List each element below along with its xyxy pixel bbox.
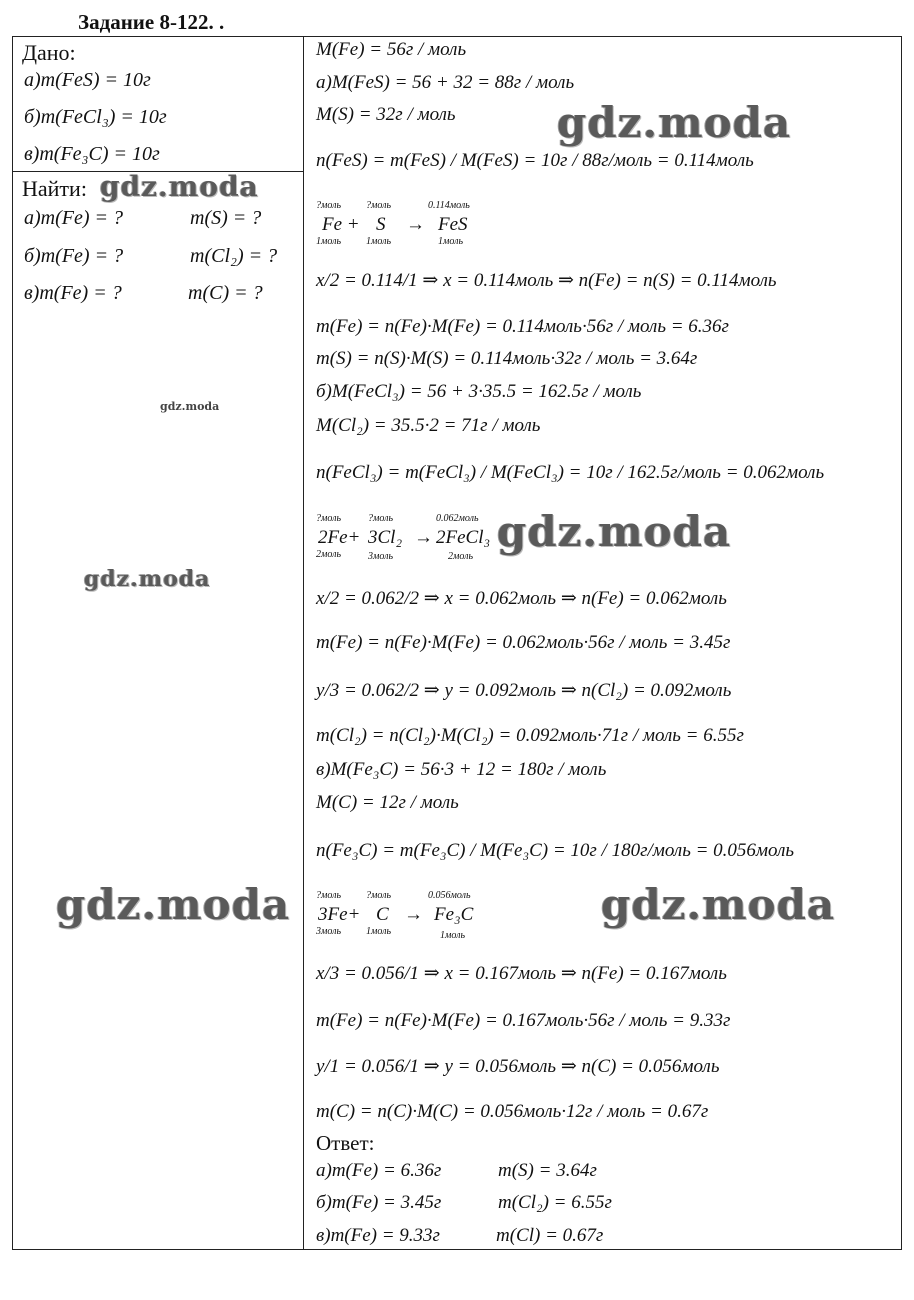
watermark: gdz.moda	[100, 170, 259, 203]
given-item: б)m(FeCl₃) = 10г	[24, 106, 167, 128]
solution-line: в)M(Fe₃C) = 56·3 + 12 = 180г / моль	[316, 759, 607, 780]
watermark: gdz.moda	[497, 507, 732, 556]
solution-line: M(Cl₂) = 35.5·2 = 71г / моль	[316, 415, 541, 436]
column-divider	[303, 36, 304, 1250]
solution-line: M(C) = 12г / моль	[316, 792, 459, 813]
solution-line: n(FeCl₃) = m(FeCl₃) / M(FeCl₃) = 10г / 162.5г/моль = 0.062моль	[316, 462, 825, 483]
solution-line: n(FeS) = m(FeS) / M(FeS) = 10г / 88г/моль = 0.114моль	[316, 150, 754, 171]
reaction-arrow: →	[406, 214, 425, 235]
reaction-above: ?моль	[366, 200, 392, 211]
solution-line: n(Fe₃C) = m(Fe₃C) / M(Fe₃C) = 10г / 180г/моль = 0.056моль	[316, 840, 795, 861]
reaction-product: FeS	[438, 214, 468, 235]
answer-item: а)m(Fe) = 6.36г	[316, 1160, 442, 1181]
answer-item: m(Cl₂) = 6.55г	[498, 1192, 612, 1213]
watermark: gdz.moda	[84, 566, 211, 592]
reaction-above: ?моль	[368, 513, 394, 524]
find-heading: Найти:	[22, 176, 87, 201]
solution-line: m(Fe) = n(Fe)·M(Fe) = 0.062моль·56г / моль = 3.45г	[316, 632, 731, 653]
solution-line: m(Fe) = n(Fe)·M(Fe) = 0.167моль·56г / моль = 9.33г	[316, 1010, 731, 1031]
reaction-below: 1моль	[366, 926, 392, 937]
reaction-product: Fe₃C	[434, 904, 474, 925]
watermark: gdz.moda	[601, 880, 836, 929]
reaction-below: 1моль	[438, 236, 464, 247]
reaction-above: ?моль	[316, 513, 342, 524]
find-item: m(S) = ?	[190, 207, 262, 229]
reaction-above: 0.056моль	[428, 890, 471, 901]
answer-item: m(S) = 3.64г	[498, 1160, 597, 1181]
reaction-below: 2моль	[448, 551, 474, 562]
solution-line: m(Cl₂) = n(Cl₂)·M(Cl₂) = 0.092моль·71г / моль = 6.55г	[316, 725, 744, 746]
answer-item: в)m(Fe) = 9.33г	[316, 1225, 440, 1246]
reaction-reagent: 2Fe+	[318, 527, 361, 548]
reaction-arrow: →	[404, 904, 423, 925]
solution-line: m(S) = n(S)·M(S) = 0.114моль·32г / моль = 3.64г	[316, 348, 698, 369]
reaction-below: 3моль	[368, 551, 394, 562]
watermark: gdz.moda	[160, 400, 220, 413]
reaction-below: 3моль	[316, 926, 342, 937]
reaction-above: ?моль	[316, 890, 342, 901]
reaction-equation	[316, 200, 576, 247]
reaction-above: 0.114моль	[428, 200, 470, 211]
solution-line: x/2 = 0.114/1 ⇒ x = 0.114моль ⇒ n(Fe) = n(S) = 0.114моль	[316, 270, 777, 291]
reaction-below: 2моль	[316, 549, 342, 560]
answer-item: m(Cl) = 0.67г	[496, 1225, 604, 1246]
find-item: а)m(Fe) = ?	[24, 207, 124, 229]
reaction-equation	[316, 890, 576, 941]
reaction-below: 1моль	[316, 236, 342, 247]
reaction-above: 0.062моль	[436, 513, 479, 524]
find-item: m(Cl₂) = ?	[190, 245, 278, 267]
solution-line: m(Fe) = n(Fe)·M(Fe) = 0.114моль·56г / моль = 6.36г	[316, 316, 729, 337]
reaction-product: 2FeCl₃	[436, 527, 491, 548]
find-item: m(C) = ?	[188, 282, 263, 304]
reaction-above: ?моль	[366, 890, 392, 901]
solution-line: M(Fe) = 56г / моль	[316, 39, 467, 60]
given-heading: Дано:	[22, 40, 76, 65]
reaction-reagent: S	[376, 214, 386, 235]
reaction-reagent: Fe +	[322, 214, 360, 235]
watermark: gdz.moda	[56, 880, 291, 929]
watermark: gdz.moda	[557, 98, 792, 147]
solution-line: M(S) = 32г / моль	[316, 104, 456, 125]
answer-heading: Ответ:	[316, 1131, 375, 1155]
given-item: а)m(FeS) = 10г	[24, 69, 151, 91]
reaction-below: 1моль	[366, 236, 392, 247]
reaction-reagent: 3Fe+	[318, 904, 361, 925]
given-item: в)m(Fe₃C) = 10г	[24, 143, 160, 165]
reaction-reagent: 3Cl₂	[368, 527, 403, 548]
reaction-above: ?моль	[316, 200, 342, 211]
solution-line: y/3 = 0.062/2 ⇒ y = 0.092моль ⇒ n(Cl₂) = 0.092моль	[316, 680, 732, 701]
solution-line: x/3 = 0.056/1 ⇒ x = 0.167моль ⇒ n(Fe) = 0.167моль	[316, 963, 727, 984]
solution-line: x/2 = 0.062/2 ⇒ x = 0.062моль ⇒ n(Fe) = 0.062моль	[316, 588, 727, 609]
answer-item: б)m(Fe) = 3.45г	[316, 1192, 442, 1213]
solution-line: y/1 = 0.056/1 ⇒ y = 0.056моль ⇒ n(C) = 0.056моль	[316, 1056, 720, 1077]
solution-line: m(C) = n(C)·M(C) = 0.056моль·12г / моль = 0.67г	[316, 1101, 709, 1122]
find-item: в)m(Fe) = ?	[24, 282, 122, 304]
reaction-below: 1моль	[440, 930, 466, 941]
reaction-reagent: C	[376, 904, 389, 925]
reaction-arrow: →	[414, 527, 433, 548]
find-item: б)m(Fe) = ?	[24, 245, 124, 267]
task-title: Задание 8-122. .	[78, 10, 225, 34]
solution-line: б)M(FeCl₃) = 56 + 3·35.5 = 162.5г / моль	[316, 381, 642, 402]
solution-line: а)M(FeS) = 56 + 32 = 88г / моль	[316, 72, 575, 93]
